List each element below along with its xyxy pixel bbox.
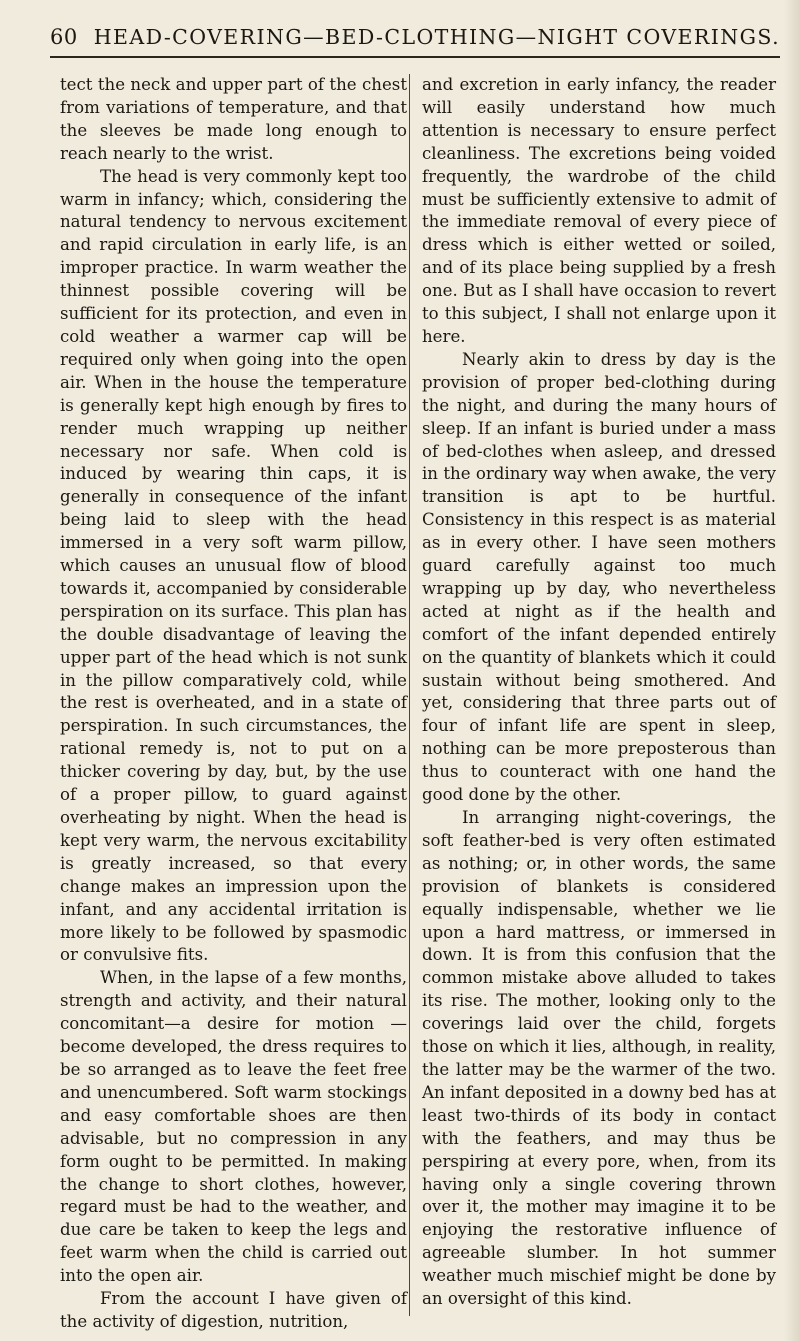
paragraph: When, in the lapse of a few months, strength and activity, and their natural concomitant—a desire for motion —become developed, the dress requires to be so arranged as to leave the feet free and unencumbered. Soft warm stockings and easy comfortable shoes are then advisable, but no compression in any form ought to be permitted. In making the change to short clothes, however, regard must be had to the weather, and due care be taken to keep the legs and feet warm when the child is carried out into the open air. (60, 968, 407, 1286)
page-edge-shadow (784, 0, 800, 1341)
paragraph: From the account I have given of the activity of digestion, nutrition, (60, 1289, 407, 1331)
left-column (60, 74, 407, 1334)
running-title: HEAD-COVERING—BED-CLOTHING—NIGHT COVERINGS. (93, 25, 780, 49)
paragraph: In arranging night-coverings, the soft feather-bed is very often estimated as nothing; or, in other words, the same provision of blankets is considered equally indispensable, whether we lie upon a hard mattress, or immersed in down. It is from this confusion that the common mistake above alluded to takes its rise. The mother, looking only to the coverings laid over the child, forgets those on which it lies, although, in reality, the latter may be the warmer of the two. An infant deposited in a downy bed has at least two-thirds of its body in contact with the feathers, and may thus be perspiring at every pore, when, from its having only a single covering thrown over it, the mother may imagine it to be enjoying the restorative influence of agreeable slumber. In hot summer weather much mischief might be done by an oversight of this kind. (422, 808, 776, 1309)
page-header (50, 18, 780, 58)
column-divider (409, 74, 410, 1316)
paragraph: The head is very commonly kept too warm in infancy; which, considering the natural tendency to nervous excitement and rapid circulation in early life, is an improper practice. In warm weather the thinnest possible covering will be sufficient for its protection, and even in cold weather a warmer cap will be required only when going into the open air. When in the house the temperature is generally kept high enough by fires to render much wrapping up neither necessary nor safe. When cold is induced by wearing thin caps, it is generally in consequence of the infant being laid to sleep with the head immersed in a very soft warm pillow, which causes an unusual flow of blood towards it, accompanied by considerable perspiration on its surface. This plan has the double disadvantage of leaving the upper part of the head which is not sunk in the pillow comparatively cold, while the rest is overheated, and in a state of perspiration. In such circumstances, the rational remedy is, not to put on a thicker covering by day, but, by the use of a proper pillow, to guard against overheating by night. When the head is kept very warm, the nervous excitability is greatly increased, so that every change makes an impression upon the infant, and any accidental irritation is more likely to be followed by spasmodic or convulsive fits. (60, 166, 407, 965)
paragraph: and excretion in early infancy, the reader will easily understand how much attention is necessary to ensure perfect cleanliness. The excretions being voided frequently, the wardrobe of the child must be sufficiently extensive to admit of the immediate removal of every piece of dress which is either wetted or soiled, and of its place being supplied by a fresh one. But as I shall have occasion to revert to this subject, I shall not enlarge upon it here. (422, 75, 776, 346)
page-number: 60 (50, 25, 78, 49)
paragraph: Nearly akin to dress by day is the provision of proper bed-clothing during the night, and during the many hours of sleep. If an infant is buried under a mass of bed-clothes when asleep, and dressed in the ordinary way when awake, the very transition is apt to be hurtful. Consistency in this respect is as material as in every other. I have seen mothers guard carefully against too much wrapping up by day, who nevertheless acted at night as if the health and comfort of the infant depended entirely on the quantity of blankets which it could sustain without being smothered. And yet, considering that three parts out of four of infant life are spent in sleep, nothing can be more preposterous than thus to counteract with one hand the good done by the other. (422, 349, 776, 805)
paragraph: tect the neck and upper part of the chest from variations of temperature, and that the sleeves be made long enough to reach nearly to the wrist. (60, 75, 407, 163)
right-column (422, 74, 776, 1311)
